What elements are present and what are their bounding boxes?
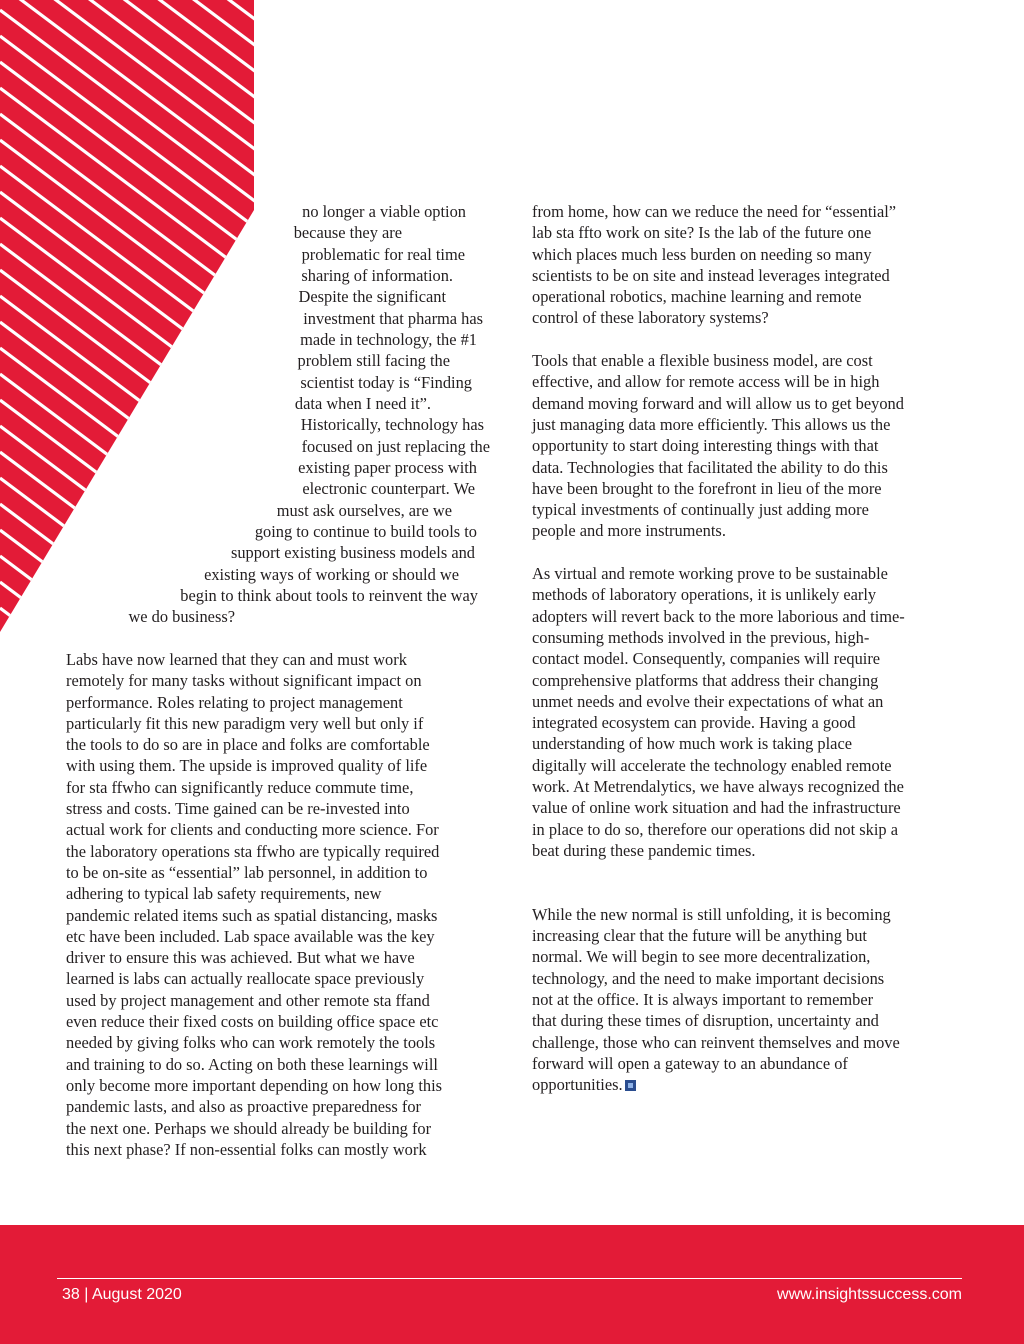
text-line: we do business? — [128, 607, 235, 626]
text-line: As virtual and remote working prove to be sustainable — [532, 564, 888, 584]
text-line: operational robotics, machine learning and remote — [532, 287, 862, 307]
text-line: understanding of how much work is taking place — [532, 734, 853, 754]
text-line: technology, and the need to make important decisions — [532, 968, 885, 988]
text-line: and training to do so. Acting on both these learnings will — [66, 1054, 438, 1074]
text-line: from home, how can we reduce the need for “essential” — [532, 202, 897, 221]
text-line: value of online work situation and had the infrastructure — [532, 798, 901, 818]
text-line: Despite the significant — [298, 287, 446, 306]
footer-divider — [57, 1278, 962, 1279]
article-body-right-column — [532, 201, 962, 1095]
text-line: problematic for real time — [301, 245, 465, 264]
article-body-left-column — [66, 649, 496, 1160]
text-line: this next phase? If non-essential folks can mostly work — [66, 1139, 427, 1159]
text-line: challenge, those who can reinvent themselves and move — [532, 1032, 900, 1052]
text-line: consuming methods involved in the previous, high- — [532, 627, 870, 647]
text-line: typical investments of continually just adding more — [532, 500, 869, 520]
text-line: forward will open a gateway to an abundance of — [532, 1053, 848, 1073]
text-line: made in technology, the #1 — [300, 330, 477, 349]
text-line: work. At Metrendalytics, we have always recognized the — [532, 777, 904, 797]
text-line: focused on just replacing the — [301, 437, 490, 456]
text-line: increasing clear that the future will be anything but — [532, 926, 867, 946]
text-line: scientists to be on site and instead leverages integrated — [532, 265, 890, 285]
text-line: beat during these pandemic times. — [532, 840, 756, 860]
text-line: stress and costs. Time gained can be re-invested into — [66, 799, 410, 819]
text-line: going to continue to build tools to — [254, 522, 477, 541]
text-line: Labs have now learned that they can and must work — [66, 650, 407, 669]
text-line: just managing data more efficiently. This allows us the — [532, 414, 891, 434]
text-line: not at the office. It is always important to remember — [532, 989, 874, 1009]
text-line: data when I need it”. — [294, 394, 431, 413]
text-line: needed by giving folks who can work remotely the tools — [66, 1033, 436, 1053]
text-line: electronic counterpart. We — [302, 479, 475, 498]
text-line: While the new normal is still unfolding, it is becoming — [532, 904, 891, 924]
end-of-article-icon — [625, 1080, 636, 1091]
text-line: control of these laboratory systems? — [532, 308, 769, 328]
paragraph-gap — [532, 861, 962, 904]
text-line: the laboratory operations sta ffwho are typically required — [66, 841, 440, 861]
text-line: etc have been included. Lab space available was the key — [66, 926, 435, 946]
text-line: pandemic related items such as spatial distancing, masks — [66, 905, 438, 925]
paragraph-gap — [532, 329, 962, 350]
text-line-content: opportunities. — [532, 1075, 623, 1095]
text-line: effective, and allow for remote access will be in high — [532, 372, 880, 392]
text-line: lab sta ffto work on site? Is the lab of the future one — [532, 223, 872, 243]
text-line: which places much less burden on needing so many — [532, 244, 872, 264]
text-line: must ask ourselves, are we — [276, 501, 452, 520]
page-number-date: 38 | August 2020 — [62, 1286, 182, 1303]
text-line: people and more instruments. — [532, 521, 726, 541]
text-line: with using them. The upside is improved quality of life — [66, 756, 428, 776]
text-line: for sta ffwho can significantly reduce commute time, — [66, 777, 414, 797]
text-line: existing paper process with — [298, 458, 477, 477]
text-line: digitally will accelerate the technology enabled remote — [532, 755, 892, 775]
paragraph-gap — [532, 542, 962, 563]
text-line: problem still facing the — [297, 351, 450, 370]
text-line: because they are — [293, 223, 402, 242]
text-line: data. Technologies that facilitated the ability to do this — [532, 457, 888, 477]
text-line: performance. Roles relating to project management — [66, 692, 403, 712]
text-line: in place to do so, therefore our operations did not skip a — [532, 819, 898, 839]
text-line: existing ways of working or should we — [204, 565, 459, 584]
text-line: driver to ensure this was achieved. But what we have — [66, 948, 415, 968]
text-line: scientist today is “Finding — [300, 373, 472, 392]
text-line: actual work for clients and conducting more science. For — [66, 820, 439, 840]
website-link[interactable]: www.insightssuccess.com — [777, 1286, 962, 1303]
text-line: demand moving forward and will allow us to get beyond — [532, 393, 904, 413]
text-line: adopters will revert back to the more laborious and time- — [532, 606, 905, 626]
text-line: contact model. Consequently, companies will require — [532, 649, 881, 669]
text-line: methods of laboratory operations, it is unlikely early — [532, 585, 877, 605]
text-line: sharing of information. — [301, 266, 453, 285]
text-line: normal. We will begin to see more decentralization, — [532, 947, 871, 967]
text-line: begin to think about tools to reinvent the way — [180, 586, 478, 605]
text-line: remotely for many tasks without significant impact on — [66, 671, 422, 691]
text-line: the tools to do so are in place and folks are comfortable — [66, 735, 430, 755]
text-line: Tools that enable a flexible business model, are cost — [532, 351, 873, 371]
text-line: used by project management and other remote sta ffand — [66, 990, 430, 1010]
text-line: learned is labs can actually reallocate space previously — [66, 969, 425, 989]
text-line: that during these times of disruption, uncertainty and — [532, 1011, 879, 1031]
text-line: adhering to typical lab safety requirements, new — [66, 884, 382, 904]
page-footer — [0, 1225, 1024, 1344]
text-line: integrated ecosystem can provide. Having a good — [532, 713, 856, 733]
text-line: unmet needs and evolve their expectations of what an — [532, 691, 884, 711]
text-line: support existing business models and — [230, 543, 475, 562]
text-line: pandemic lasts, and also as proactive preparedness for — [66, 1097, 421, 1117]
text-line: particularly fit this new paradigm very well but only if — [66, 713, 424, 733]
text-line-final — [532, 1074, 962, 1095]
text-line: Historically, technology has — [300, 415, 484, 434]
text-line: even reduce their fixed costs on building office space etc — [66, 1012, 439, 1032]
text-line: the next one. Perhaps we should already be building for — [66, 1118, 432, 1138]
text-line: to be on-site as “essential” lab personnel, in addition to — [66, 862, 428, 882]
text-line: no longer a viable option — [302, 202, 466, 221]
text-line: comprehensive platforms that address their changing — [532, 670, 879, 690]
text-line: investment that pharma has — [303, 309, 483, 328]
text-line: only become more important depending on how long this — [66, 1075, 443, 1095]
text-line: have been brought to the forefront in lieu of the more — [532, 478, 882, 498]
text-line: opportunity to start doing interesting things with that — [532, 436, 879, 456]
